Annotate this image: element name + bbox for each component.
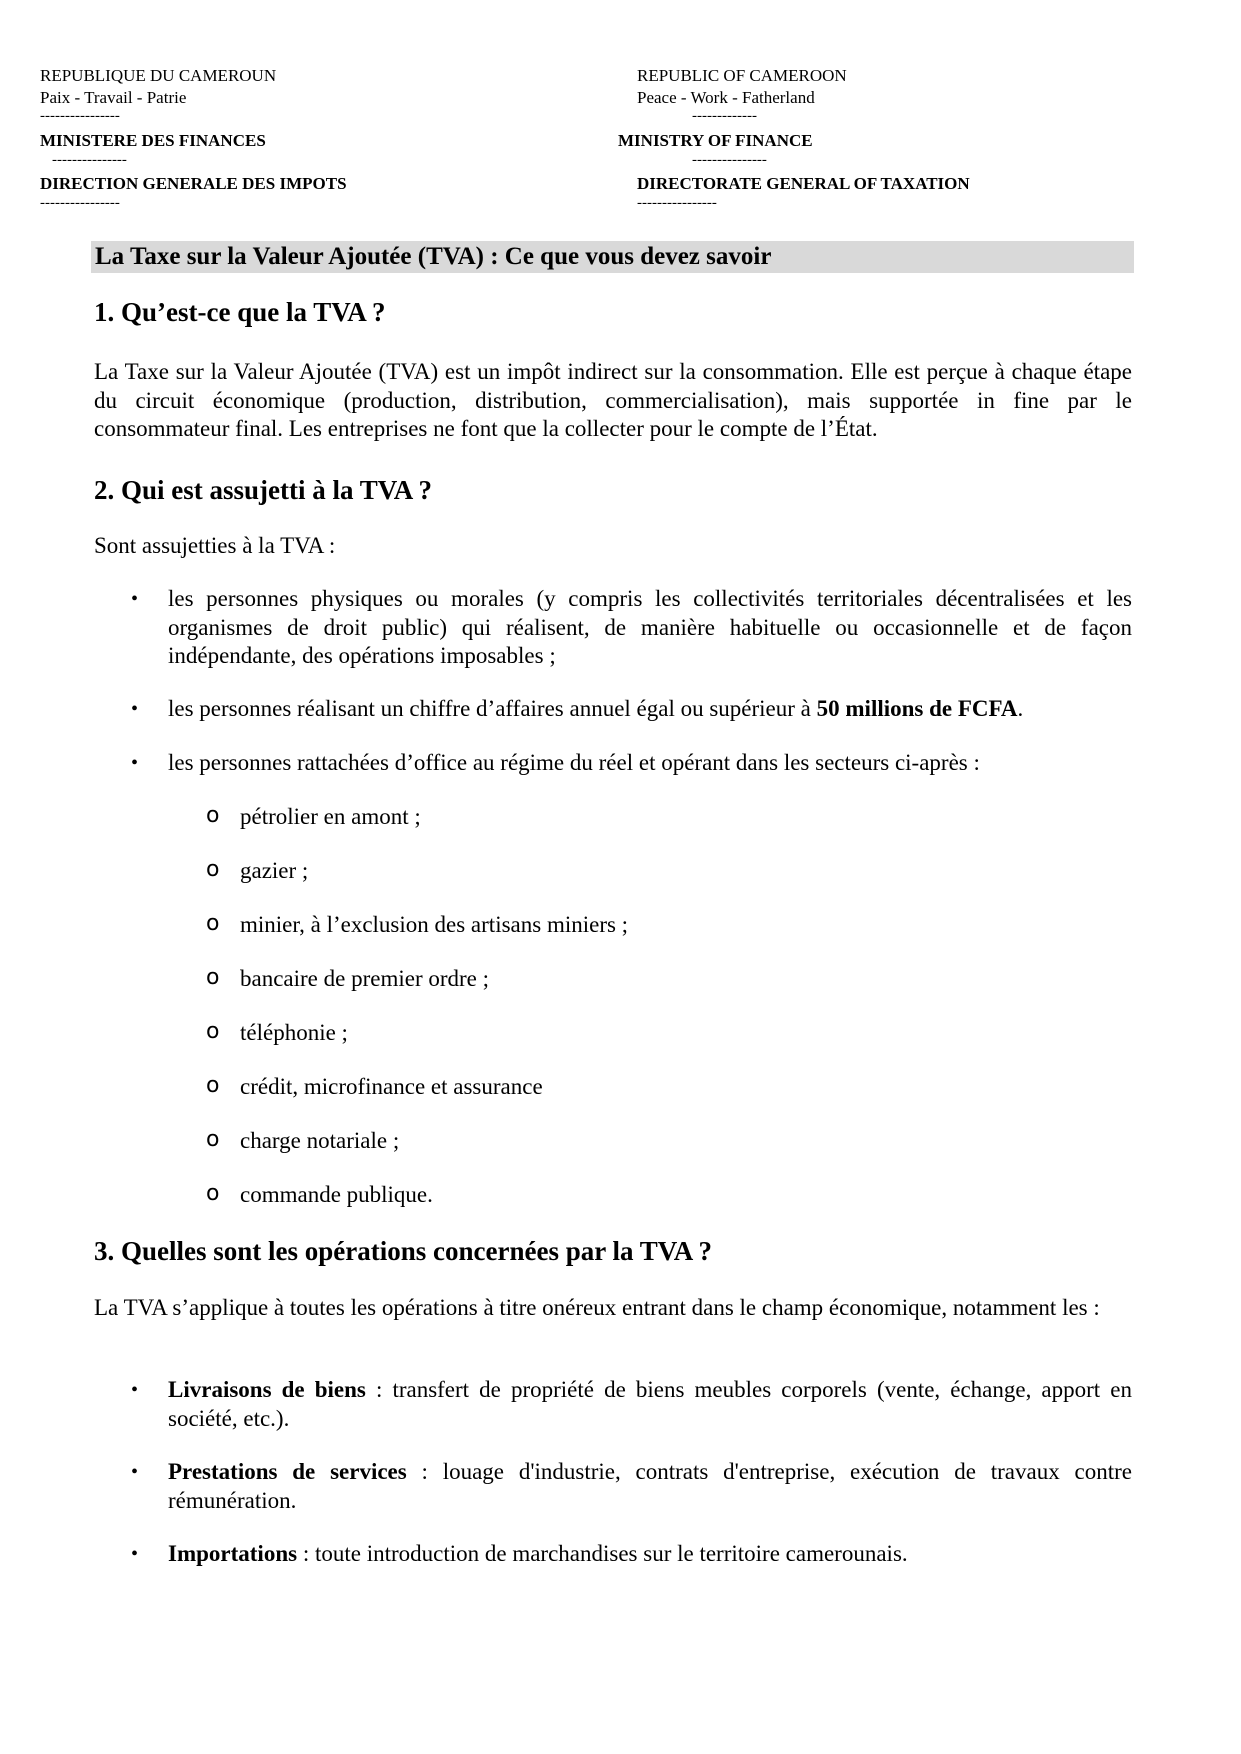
circle-bullet-icon: o: [206, 857, 220, 882]
separator: ----------------: [40, 108, 120, 124]
circle-bullet-icon: o: [206, 1073, 220, 1098]
bullet-icon: •: [131, 588, 139, 610]
sector-item: o gazier ;: [206, 857, 309, 883]
motto-en: Peace - Work - Fatherland: [637, 88, 815, 107]
separator: ---------------: [692, 152, 767, 168]
section-1-heading: 1. Qu’est-ce que la TVA ?: [94, 297, 386, 327]
bullet-icon: •: [131, 1543, 139, 1565]
section-2-intro: Sont assujetties à la TVA :: [94, 533, 336, 558]
country-en: REPUBLIC OF CAMEROON: [637, 66, 847, 85]
bullet-icon: •: [131, 1461, 139, 1483]
separator: ----------------: [40, 195, 120, 211]
ministry-en: MINISTRY OF FINANCE: [618, 131, 813, 150]
document-title: La Taxe sur la Valeur Ajoutée (TVA) : Ce que vous devez savoir: [91, 241, 1134, 273]
sector-item: o bancaire de premier ordre ;: [206, 965, 490, 991]
sector-item: o minier, à l’exclusion des artisans miniers ;: [206, 911, 629, 937]
bullet-icon: •: [131, 698, 139, 720]
circle-bullet-icon: o: [206, 1181, 220, 1206]
list-item: • les personnes réalisant un chiffre d’affaires annuel égal ou supérieur à 50 millions de FCFA.: [168, 695, 1132, 724]
bullet-icon: •: [131, 752, 139, 774]
list-item: • les personnes rattachées d’office au régime du réel et opérant dans les secteurs ci-après :: [168, 749, 1132, 778]
circle-bullet-icon: o: [206, 803, 220, 828]
list-item: • Importations : toute introduction de marchandises sur le territoire camerounais.: [168, 1540, 1132, 1569]
sector-item: o téléphonie ;: [206, 1019, 348, 1045]
circle-bullet-icon: o: [206, 1127, 220, 1152]
separator: ---------------: [52, 152, 127, 168]
sector-item: o charge notariale ;: [206, 1127, 400, 1153]
section-3-heading: 3. Quelles sont les opérations concernées par la TVA ?: [94, 1236, 713, 1266]
circle-bullet-icon: o: [206, 965, 220, 990]
directorate-fr: DIRECTION GENERALE DES IMPOTS: [40, 174, 347, 193]
section-1-text: La Taxe sur la Valeur Ajoutée (TVA) est un impôt indirect sur la consommation. Elle est perçue à chaque étape du circuit économique (production, distribution, commercialisation), mais supportée in fine par le consommateur final. Les entreprises ne font que la collecter pour le compte de l’État.: [94, 359, 1132, 441]
directorate-en: DIRECTORATE GENERAL OF TAXATION: [637, 174, 970, 193]
list-item: • Livraisons de biens : transfert de propriété de biens meubles corporels (vente, échange, apport en société, etc.).: [131, 1377, 1132, 1431]
sector-item: o commande publique.: [206, 1181, 433, 1207]
circle-bullet-icon: o: [206, 911, 220, 936]
sector-item: o pétrolier en amont ;: [206, 803, 421, 829]
separator: -------------: [692, 108, 757, 124]
motto-fr: Paix - Travail - Patrie: [40, 88, 187, 107]
threshold-amount: 50 millions de FCFA: [816, 696, 1018, 721]
section-3-intro: La TVA s’applique à toutes les opérations à titre onéreux entrant dans le champ économique, notamment les :: [94, 1295, 1100, 1320]
list-item: • les personnes physiques ou morales (y compris les collectivités territoriales décentralisées et les organismes de droit public) qui réalisent, de manière habituelle ou occasionnelle et de façon indépendante, des opérations imposables ;: [131, 586, 1132, 668]
section-2-heading: 2. Qui est assujetti à la TVA ?: [94, 475, 433, 505]
separator: ----------------: [637, 195, 717, 211]
list-item: • Prestations de services : louage d'industrie, contrats d'entreprise, exécution de travaux contre rémunération.: [131, 1459, 1132, 1513]
country-fr: REPUBLIQUE DU CAMEROUN: [40, 66, 277, 85]
sector-item: o crédit, microfinance et assurance: [206, 1073, 543, 1099]
bullet-icon: •: [131, 1379, 139, 1401]
circle-bullet-icon: o: [206, 1019, 220, 1044]
ministry-fr: MINISTERE DES FINANCES: [40, 131, 266, 150]
